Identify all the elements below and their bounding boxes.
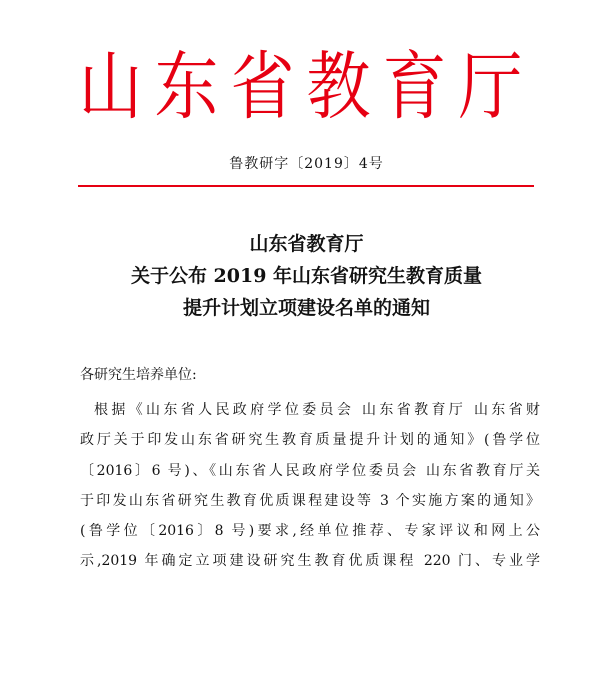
title-line-1: 山东省教育厅 xyxy=(249,233,364,255)
body-line: (鲁学位〔2016〕8 号)要求,经单位推荐、专家评议和网上公 xyxy=(80,523,540,540)
title-line-3: 提升计划立项建设名单的通知 xyxy=(182,297,430,319)
document-title xyxy=(0,228,613,324)
body-text xyxy=(80,395,540,577)
body-line: 〔2016〕6 号)、《山东省人民政府学位委员会 山东省教育厅关 xyxy=(80,462,540,479)
body-line: 于印发山东省研究生教育优质课程建设等 3 个实施方案的通知》 xyxy=(80,492,540,509)
salutation: 各研究生培养单位: xyxy=(80,367,197,383)
red-divider-line xyxy=(78,185,534,187)
document-number: 鲁教研字〔2019〕4号 xyxy=(229,156,384,172)
body-line: 根据《山东省人民政府学位委员会 山东省教育厅 山东省财 xyxy=(94,402,540,418)
body-line: 示,2019 年确定立项建设研究生教育优质课程 220 门、专业学 xyxy=(80,553,540,570)
issuer-masthead: 山东省教育厅 xyxy=(78,45,535,131)
body-line: 政厅关于印发山东省研究生教育质量提升计划的通知》(鲁学位 xyxy=(80,432,540,449)
title-line-2: 关于公布 2019 年山东省研究生教育质量 xyxy=(130,265,483,287)
